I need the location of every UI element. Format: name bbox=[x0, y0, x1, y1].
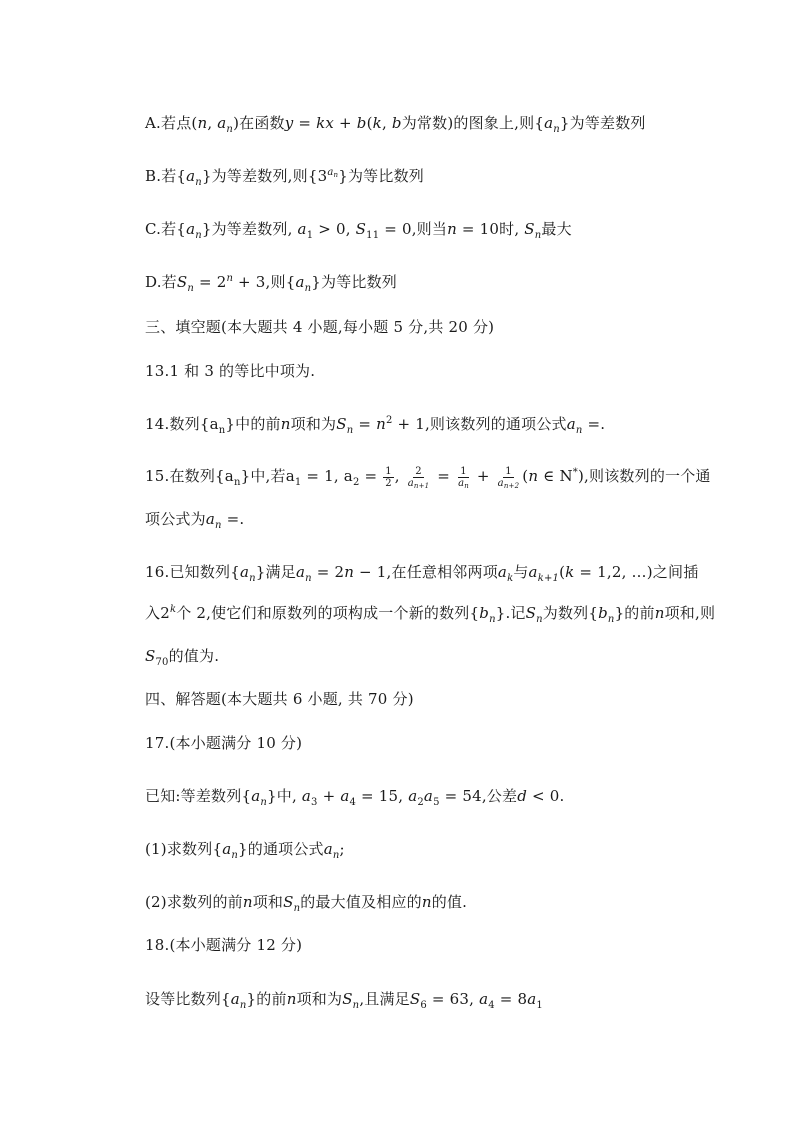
question-17-part-2: (2)求数列的前n项和$S_n$的最大值及相应的n的值. bbox=[145, 893, 468, 914]
question-13: 13.1 和 3 的等比中项为. bbox=[145, 362, 316, 380]
option-a: A.若点(n, $a_n$)在函数y = kx + b(k, b为常数)的图象上,则$\{a_n\}$为等差数列 bbox=[145, 114, 646, 135]
question-15: 15.在数列$\{a_n\}$中,若$a_1 = 1$, $a_2$ = $\frac{1}{2}$ , $\frac{2}{a_{n+1}}$ = $\frac{1}{a_n}$ + $\frac{1}{a_{n+2}}$ (n ∈ N*),则该数列的一个通 bbox=[145, 465, 711, 490]
question-14: 14.数列$\{a_n\}$中的前n项和为$S_n = n^2 + 1$,则该数列的通项公式$a_n$ =. bbox=[145, 415, 606, 436]
option-b: B.若$\{a_n\}$为等差数列,则$\{3^{a_n}\}$为等比数列 bbox=[145, 167, 424, 188]
fraction: $\frac{2}{a_{n+1}}$ bbox=[407, 465, 430, 490]
fraction: $\frac{1}{a_n}$ bbox=[458, 465, 469, 490]
section-4-heading: 四、解答题(本大题共 6 小题, 共 70 分) bbox=[145, 690, 414, 708]
question-16-cont2: $S_{70}$的值为. bbox=[145, 647, 220, 668]
question-17-part-1: (1)求数列$\{a_n\}$的通项公式$a_n$; bbox=[145, 840, 345, 861]
question-18-header: 18.(本小题满分 12 分) bbox=[145, 936, 303, 954]
question-17-given: 已知:等差数列$\{a_n\}$中, $a_3 + a_4 = 15$, $a_2a_5 = 54$,公差d < 0. bbox=[145, 787, 565, 808]
section-3-heading: 三、填空题(本大题共 4 小题,每小题 5 分,共 20 分) bbox=[145, 318, 495, 336]
question-18-given: 设等比数列$\{a_n\}$的前n项和为$S_n$,且满足$S_6 = 63$, $a_4 = 8a_1$ bbox=[145, 990, 543, 1011]
question-15-cont: 项公式为$a_n$ =. bbox=[145, 510, 245, 531]
option-c: C.若$\{a_n\}$为等差数列, $a_1 > 0$, $S_{11} = 0$,则当n = 10时, $S_n$最大 bbox=[145, 220, 572, 241]
question-17-header: 17.(本小题满分 10 分) bbox=[145, 734, 303, 752]
question-16-cont: 入2$^k$个 2,使它们和原数列的项构成一个新的数列$\{b_n\}$.记$S_n$为数列$\{b_n\}$的前n项和,则 bbox=[145, 604, 716, 625]
fraction: $\frac{1}{a_{n+2}}$ bbox=[497, 465, 520, 490]
option-d: D.若$S_n = 2^n + 3$,则$\{a_n\}$为等比数列 bbox=[145, 273, 398, 294]
question-16: 16.已知数列$\{a_n\}$满足$a_n = 2n - 1$,在任意相邻两项$a_k$与$a_{k+1}(k = 1,2$, …)之间插 bbox=[145, 563, 699, 584]
fraction: $\frac{1}{2}$ bbox=[385, 465, 392, 489]
